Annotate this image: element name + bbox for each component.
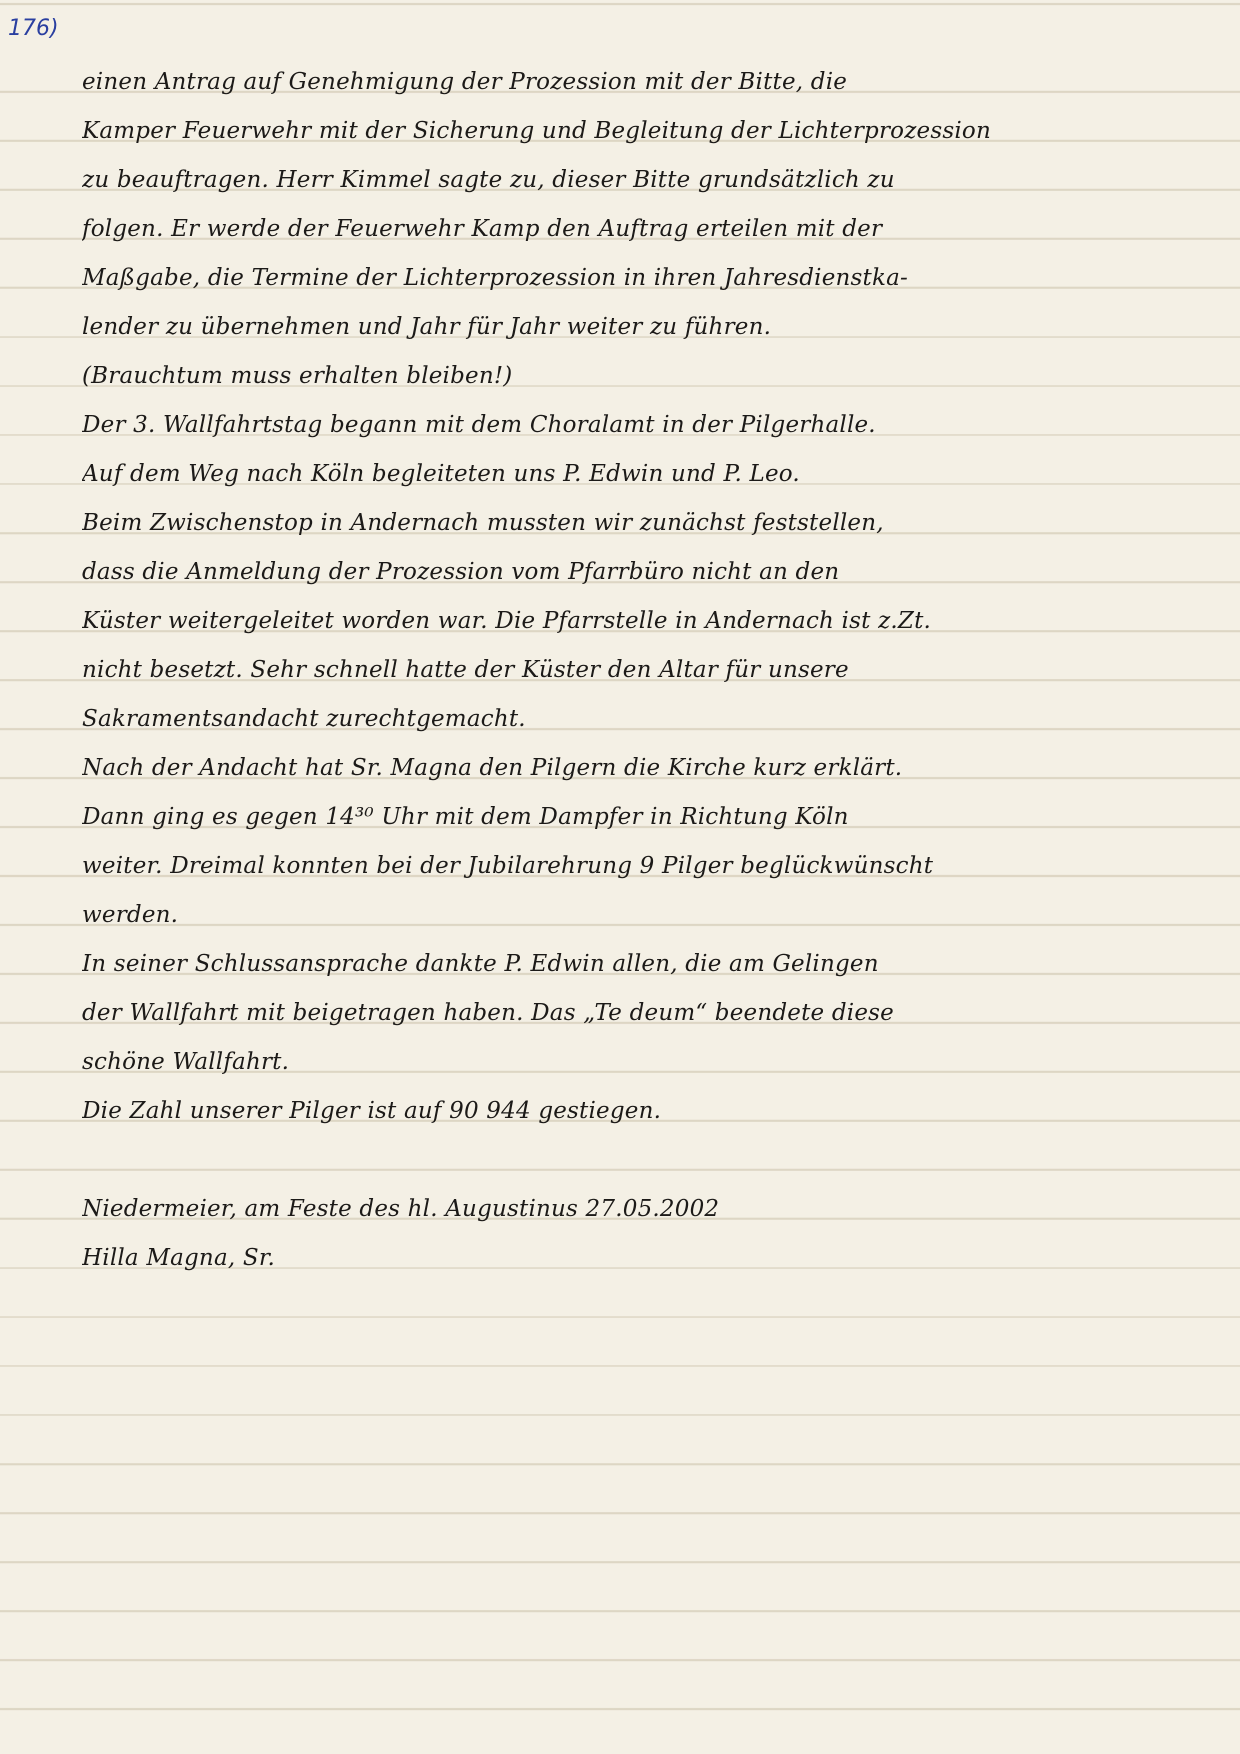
text-line: zu beauftragen. Herr Kimmel sagte zu, dieser Bitte grundsätzlich zu <box>82 167 895 193</box>
text-line: Sakramentsandacht zurechtgemacht. <box>82 706 526 732</box>
handwritten-text <box>82 58 1192 1283</box>
text-line: dass die Anmeldung der Prozession vom Pfarrbüro nicht an den <box>82 559 840 585</box>
signature-name: Hilla Magna, Sr. <box>82 1245 276 1271</box>
text-line: (Brauchtum muss erhalten bleiben!) <box>82 363 513 389</box>
signature-place-date: Niedermeier, am Feste des hl. Augustinus 27.05.2002 <box>82 1196 720 1222</box>
text-line: Auf dem Weg nach Köln begleiteten uns P. Edwin und P. Leo. <box>82 461 800 487</box>
text-line: Der 3. Wallfahrtstag begann mit dem Choralamt in der Pilgerhalle. <box>82 412 876 438</box>
blank-line <box>82 1136 1192 1185</box>
text-line: folgen. Er werde der Feuerwehr Kamp den Auftrag erteilen mit der <box>82 216 883 242</box>
page-number: 176) <box>8 16 59 41</box>
text-line: werden. <box>82 902 179 928</box>
text-line: Nach der Andacht hat Sr. Magna den Pilgern die Kirche kurz erklärt. <box>82 755 903 781</box>
text-line: einen Antrag auf Genehmigung der Prozession mit der Bitte, die <box>82 69 848 95</box>
text-line: Maßgabe, die Termine der Lichterprozession in ihren Jahresdienstka- <box>82 265 909 291</box>
text-line: weiter. Dreimal konnten bei der Jubilarehrung 9 Pilger beglückwünscht <box>82 853 934 879</box>
text-line: Die Zahl unserer Pilger ist auf 90 944 gestiegen. <box>82 1098 662 1124</box>
text-line: Kamper Feuerwehr mit der Sicherung und Begleitung der Lichterprozession <box>82 118 991 144</box>
text-line: Küster weitergeleitet worden war. Die Pfarrstelle in Andernach ist z.Zt. <box>82 608 932 634</box>
text-line: In seiner Schlussansprache dankte P. Edwin allen, die am Gelingen <box>82 951 879 977</box>
text-line: schöne Wallfahrt. <box>82 1049 290 1075</box>
text-line: nicht besetzt. Sehr schnell hatte der Küster den Altar für unsere <box>82 657 849 683</box>
text-line: Dann ging es gegen 14³⁰ Uhr mit dem Dampfer in Richtung Köln <box>82 804 849 830</box>
text-line: lender zu übernehmen und Jahr für Jahr weiter zu führen. <box>82 314 772 340</box>
text-line: der Wallfahrt mit beigetragen haben. Das „Te deum“ beendete diese <box>82 1000 894 1026</box>
text-line: Beim Zwischenstop in Andernach mussten wir zunächst feststellen, <box>82 510 884 536</box>
